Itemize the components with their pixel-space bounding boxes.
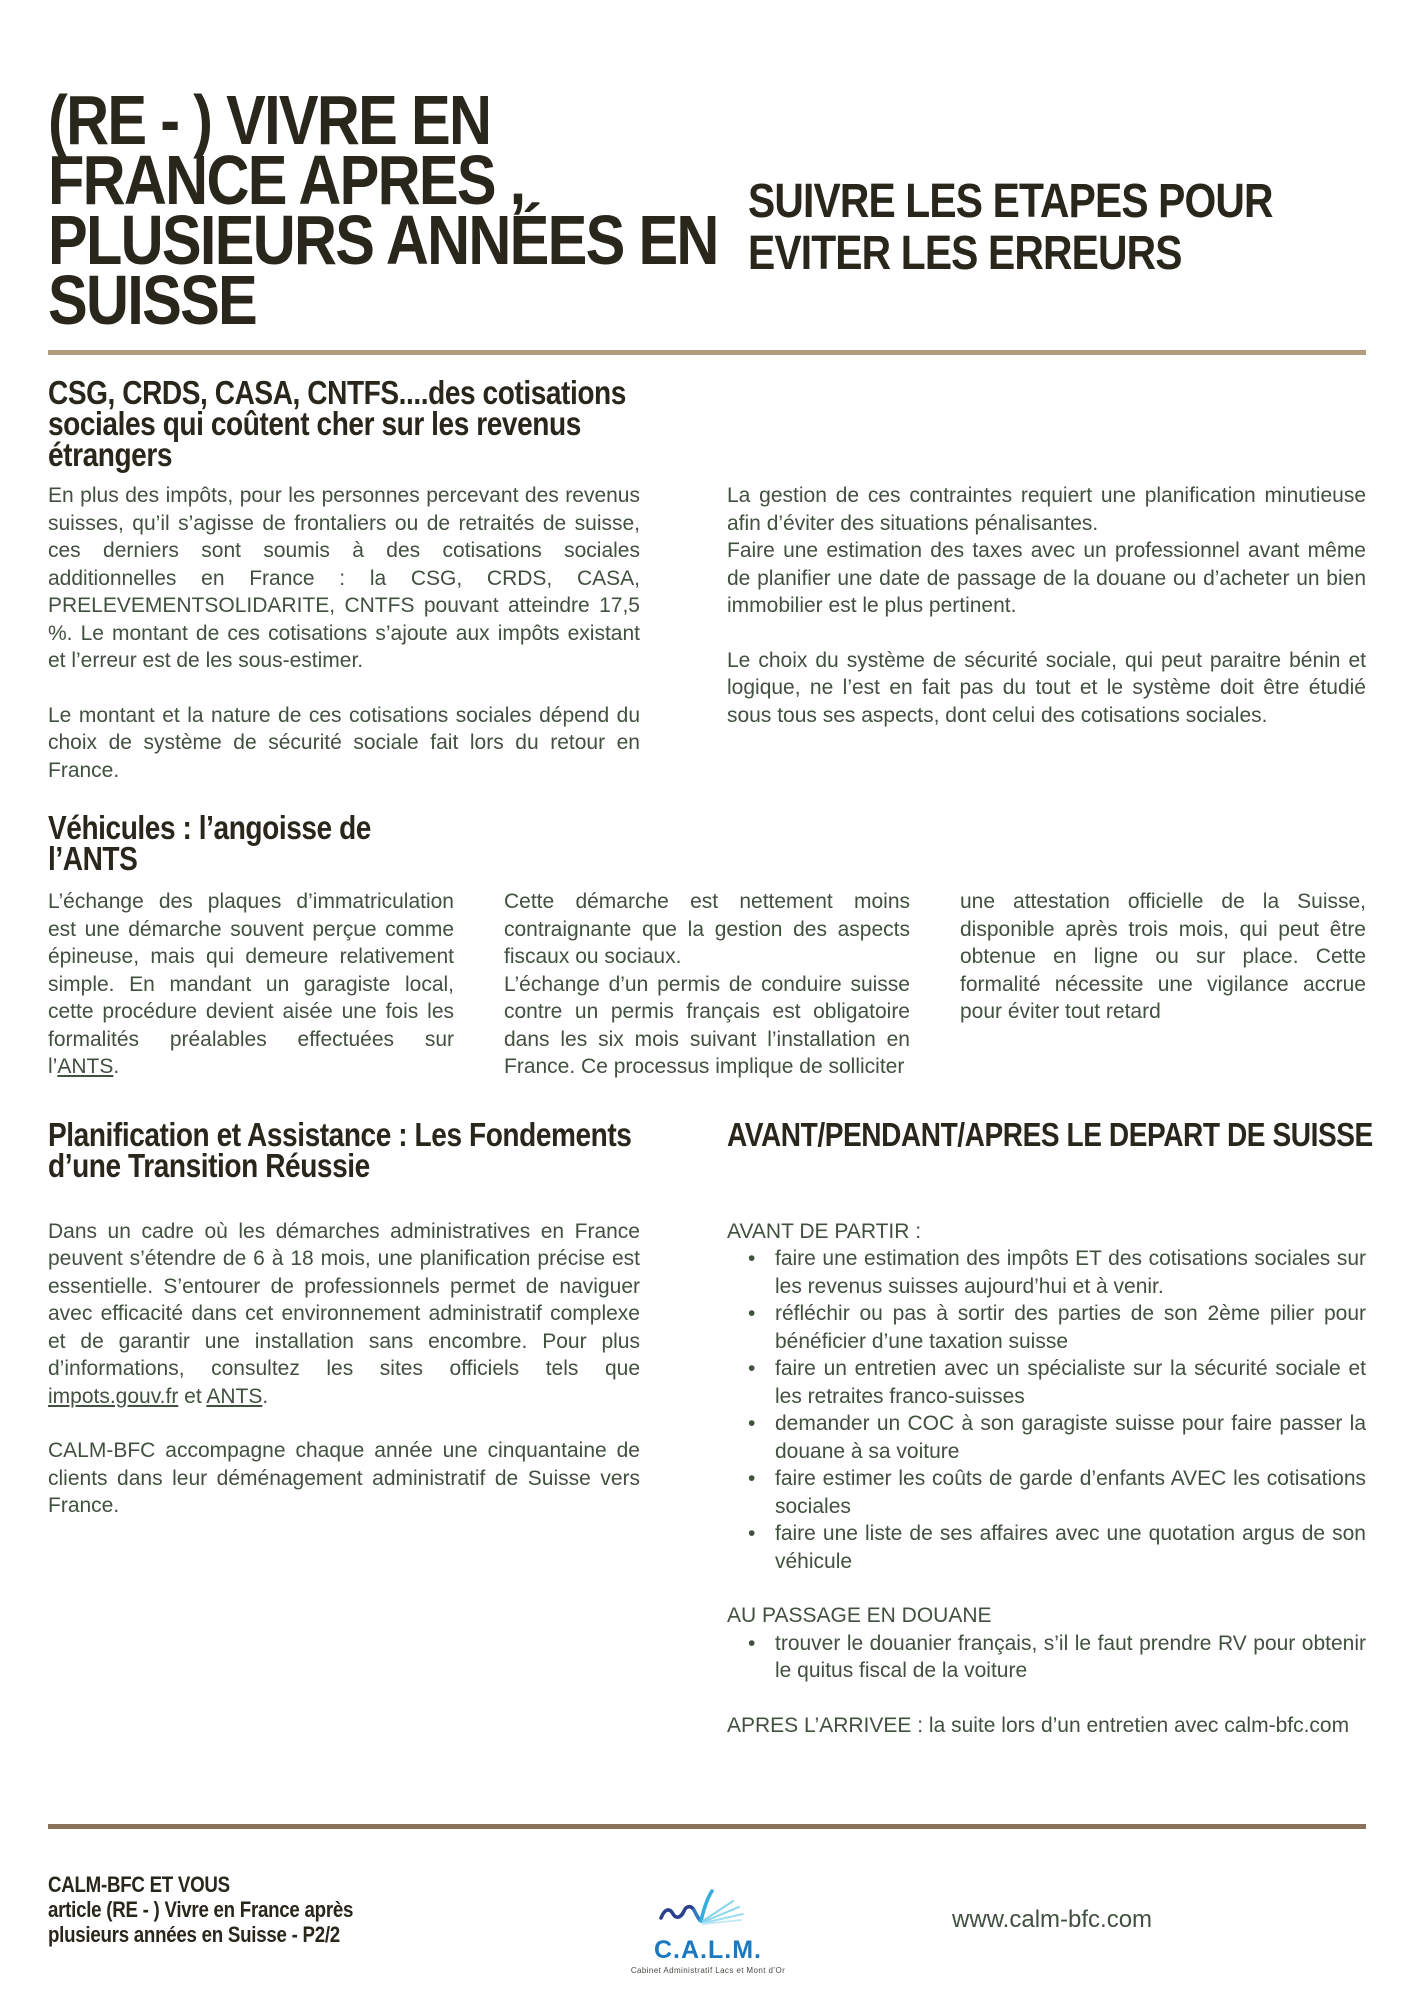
au-passage-label: AU PASSAGE EN DOUANE <box>727 1604 992 1627</box>
footer-publication: CALM-BFC ET VOUS <box>48 1872 230 1897</box>
page-title-line-1: (RE - ) VIVRE EN <box>48 81 491 159</box>
list-item: • faire une estimation des impôts ET des cotisations sociales sur les revenus suisses aujourd’hui et à venir. <box>727 1245 1366 1300</box>
planification-column <box>48 1218 640 1520</box>
page-subtitle-line-2: EVITER LES ERREURS <box>748 227 1182 280</box>
depart-heading-cell <box>727 1115 1373 1153</box>
paragraph: En plus des impôts, pour les personnes percevant des revenus suisses, qu’il s’agisse de frontaliers ou de retraités de suisse, ces derniers sont soumis à des cotisations sociales additionnelles en France : la CSG, CRDS, CASA, PRELEVEMENTSOLIDARITE, CNTFS pouvant atteindre 17,5 %. Le montant de ces cotisations s’ajoute aux impôts existant et l’erreur est de les sous-estimer. <box>48 484 640 672</box>
paragraph: Le choix du système de sécurité sociale, qui peut paraitre bénin et logique, ne l’est en fait pas du tout et le système doit être étudié sous tous ses aspects, dont celui des cotisations sociales. <box>727 648 1366 727</box>
list-item: • faire estimer les coûts de garde d’enfants AVEC les cotisations sociales <box>727 1465 1366 1520</box>
planification-heading-cell <box>48 1115 640 1184</box>
paragraph-text: . <box>113 1055 120 1078</box>
paragraph: CALM-BFC accompagne chaque année une cinquantaine de clients dans leur déménagement administratif de Suisse vers France. <box>48 1439 640 1517</box>
paragraph-text: . <box>262 1384 269 1408</box>
lower-headings-row <box>48 1115 1373 1184</box>
ants-link[interactable]: ANTS <box>57 1055 114 1078</box>
paragraph: Le montant et la nature de ces cotisations sociales dépend du choix de système de sécurité sociale fait lors du retour en France. <box>48 703 640 782</box>
vehicules-column-2 <box>504 888 910 1081</box>
page-title-line-3: PLUSIEURS ANNÉES EN <box>48 201 718 279</box>
paragraph-text: Dans un cadre où les démarches administratives en France peuvent s’étendre de 6 à 18 mois, une planification précise est essentielle. S’entourer de professionnels permet de naviguer avec efficacité dans cet environnement administratif complexe et de garantir une installation sans encombre. Pour plus d’informations, consultez les sites officiels tels que <box>48 1219 640 1380</box>
paragraph: une attestation officielle de la Suisse, disponible après trois mois, qui peut être obtenue en ligne ou sur place. Cette formalité nécessite une vigilance accrue pour éviter tout retard <box>960 890 1366 1023</box>
header <box>48 0 1366 339</box>
paragraph-text: L’échange des plaques d’immatriculation est une démarche souvent perçue comme épineuse, mais qui demeure relativement simple. En mandant un garagiste local, cette procédure devient aisée une fois les formalités préalables effectuées sur l’ <box>48 890 454 1078</box>
paragraph-text: et <box>178 1384 207 1408</box>
paragraph: Cette démarche est nettement moins contraignante que la gestion des aspects fiscaux ou sociaux. <box>504 890 910 968</box>
footer-website-url[interactable]: www.calm-bfc.com <box>952 1906 1153 1933</box>
calm-logo <box>628 1888 788 1975</box>
paragraph: L’échange d’un permis de conduire suisse contre un permis français est obligatoire dans les six mois suivant l’installation en France. Ce processus implique de solliciter <box>504 972 910 1078</box>
apres-arrivee-text: APRES L’ARRIVEE : la suite lors d’un entretien avec calm-bfc.com <box>727 1713 1350 1737</box>
calm-logo-tagline: Cabinet Administratif Lacs et Mont d’Or <box>630 1966 786 1975</box>
douane-bullet-list <box>727 1630 1366 1685</box>
cotisations-left-column <box>48 482 640 784</box>
bottom-divider <box>48 1824 1366 1829</box>
list-item: • demander un COC à son garagiste suisse pour faire passer la douane à sa voiture <box>727 1410 1366 1465</box>
list-item: • trouver le douanier français, s’il le faut prendre RV pour obtenir le quitus fiscal de la voiture <box>727 1630 1366 1685</box>
section-heading-planification: Planification et Assistance : Les Fondements d’une Transition Réussie <box>48 1115 632 1184</box>
section-heading-vehicules: Véhicules : l’angoisse de l’ANTS <box>48 809 371 877</box>
page-title-line-4: SUISSE <box>48 261 257 339</box>
section-heading-depart: AVANT/PENDANT/APRES LE DEPART DE SUISSE <box>727 1115 1373 1153</box>
paragraph <box>48 888 454 1081</box>
avant-de-partir-label: AVANT DE PARTIR : <box>727 1219 922 1243</box>
paragraph <box>48 1218 640 1411</box>
top-divider <box>48 350 1366 355</box>
lower-columns <box>48 1181 1366 1740</box>
list-item: • réfléchir ou pas à sortir des parties de son 2ème pilier pour bénéficier d’une taxation suisse <box>727 1300 1366 1355</box>
calm-logo-name: C.A.L.M. <box>654 1936 762 1964</box>
vehicules-columns <box>48 888 1366 1081</box>
ants-link[interactable]: ANTS <box>206 1384 263 1408</box>
paragraph: La gestion de ces contraintes requiert une planification minutieuse afin d’éviter des situations pénalisantes. <box>727 484 1366 535</box>
list-item: • faire un entretien avec un spécialiste sur la sécurité sociale et les retraites franco-suisses <box>727 1355 1366 1410</box>
footer-article-info <box>48 1872 407 1947</box>
cotisations-right-column <box>727 482 1366 729</box>
footer-article-line-2: plusieurs années en Suisse - P2/2 <box>48 1922 340 1947</box>
page-subtitle <box>748 90 1387 330</box>
paragraph: Faire une estimation des taxes avec un professionnel avant même de planifier une date de passage de la douane ou d’acheter un bien immobilier est le plus pertinent. <box>727 539 1366 617</box>
vehicules-column-3 <box>960 888 1366 1026</box>
depart-column <box>727 1218 1366 1740</box>
list-item: • faire une liste de ses affaires avec une quotation argus de son véhicule <box>727 1520 1366 1575</box>
section-heading-cotisations: CSG, CRDS, CASA, CNTFS....des cotisations sociales qui coûtent cher sur les revenus étrangers <box>48 374 626 473</box>
avant-bullet-list <box>727 1245 1366 1575</box>
calm-logo-icon <box>653 1888 763 1932</box>
cotisations-columns <box>48 482 1366 784</box>
page-subtitle-line-1: SUIVRE LES ETAPES POUR <box>748 175 1273 228</box>
page-title <box>48 81 748 339</box>
vehicules-column-1 <box>48 888 454 1081</box>
footer-article-line-1: article (RE - ) Vivre en France après <box>48 1897 354 1922</box>
impots-gouv-link[interactable]: impots.gouv.fr <box>48 1384 179 1408</box>
page-title-line-2: FRANCE APRES , <box>48 141 525 219</box>
